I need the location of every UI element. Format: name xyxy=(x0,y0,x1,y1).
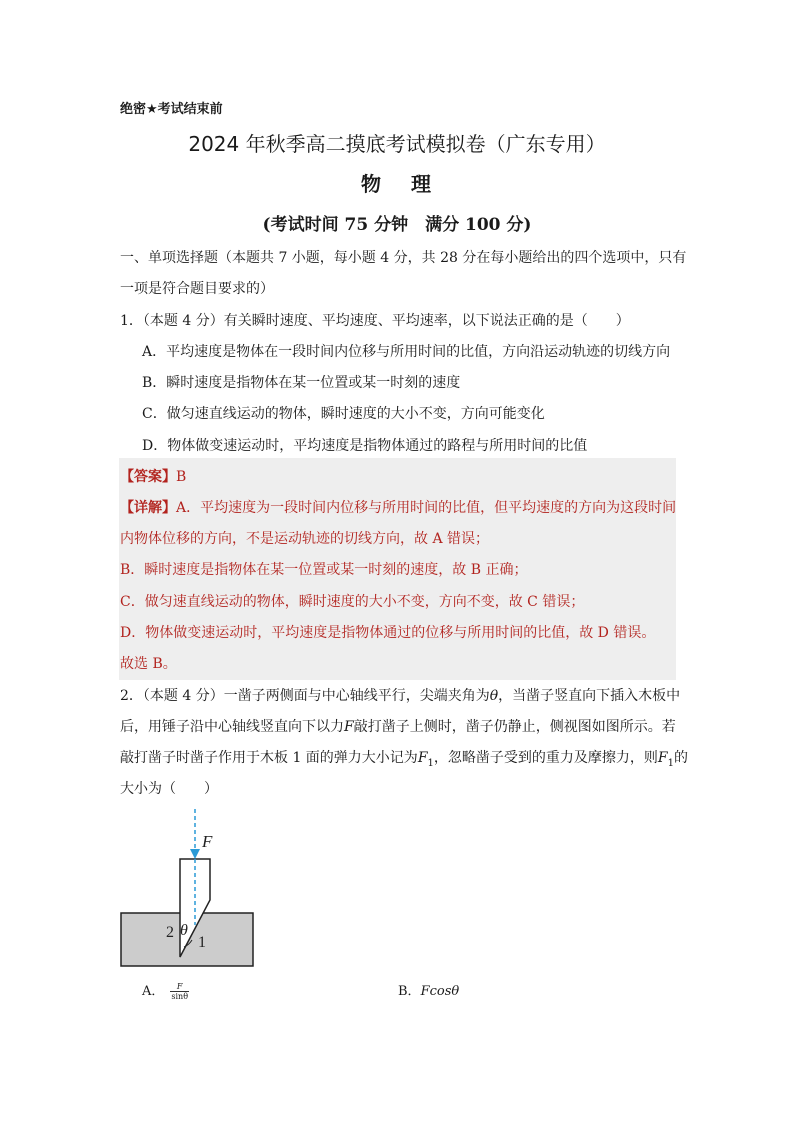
q2-line4: 大小为（ ） xyxy=(120,781,218,797)
q2-theta: θ xyxy=(489,688,499,704)
q1-detail-line1 xyxy=(120,498,676,518)
q2-line1-text-a: 2．（本题 4 分）一凿子两侧面与中心轴线平行，尖端夹角为 xyxy=(120,688,490,704)
subject-char-1: 物 xyxy=(361,172,383,196)
section-heading-line1: 一、单项选择题（本题共 7 小题，每小题 4 分，共 28 分在每小题给出的四个选项中，只有 xyxy=(120,250,687,266)
q1-detail-line5: D．物体做变速运动时，平均速度是指物体通过的位移与所用时间的比值，故 D 错误。 xyxy=(120,625,656,641)
q2-option-a-label: A． xyxy=(142,984,165,999)
q2-line2-text-b: 敲打凿子上侧时，凿子仍静止，侧视图如图所示。若 xyxy=(353,719,676,735)
force-arrow-head xyxy=(190,849,200,859)
exam-title: 2024 年秋季高二摸底考试模拟卷（广东专用） xyxy=(188,132,606,156)
q2-line3-text-c: 的 xyxy=(674,750,688,766)
chisel-figure xyxy=(118,805,258,970)
answer-value: B xyxy=(176,469,187,485)
q2-option-b-expr: Fcosθ xyxy=(420,984,460,999)
section-heading-line2: 一项是符合题目要求的） xyxy=(120,281,274,297)
q1-stem: 1．（本题 4 分）有关瞬时速度、平均速度、平均速率，以下说法正确的是（ ） xyxy=(120,313,630,329)
q2-option-b-label: B． xyxy=(398,984,421,999)
fraction-denominator: sinθ xyxy=(171,992,189,1001)
q2-line2 xyxy=(120,717,676,737)
subject-title xyxy=(0,168,794,197)
q2-line1 xyxy=(120,686,681,706)
q2-line1-text-b: ，当凿子竖直向下插入木板中 xyxy=(498,688,681,704)
q1-option-b: B．瞬时速度是指物体在某一位置或某一时刻的速度 xyxy=(142,375,461,391)
force-label: F xyxy=(202,832,213,851)
fraction-numerator: F xyxy=(170,982,189,992)
answer-label: 【答案】 xyxy=(120,469,176,485)
q2-f1-symbol-2: F xyxy=(657,750,668,766)
q2-option-b xyxy=(398,980,459,999)
face-1-label: 1 xyxy=(198,934,206,951)
exam-info: (考试时间 75 分钟 满分 100 分) xyxy=(262,215,532,235)
subject-char-2: 理 xyxy=(411,172,433,196)
angle-label: θ xyxy=(180,922,188,939)
q2-option-a xyxy=(142,980,189,1001)
detail-text-1: A．平均速度为一段时间内位移与所用时间的比值，但平均速度的方向为这段时间 xyxy=(176,500,677,516)
q2-f1-subscript-2: 1 xyxy=(667,757,674,769)
q1-option-c: C．做匀速直线运动的物体，瞬时速度的大小不变，方向可能变化 xyxy=(142,406,545,422)
face-2-label: 2 xyxy=(166,924,174,941)
q2-option-a-fraction xyxy=(170,982,189,1001)
q2-line3-text-a: 敲打凿子时凿子作用于木板 1 面的弹力大小记为 xyxy=(120,750,418,766)
q1-detail-line3: B．瞬时速度是指物体在某一位置或某一时刻的速度，故 B 正确； xyxy=(120,562,528,578)
q2-line3 xyxy=(120,748,688,774)
q1-answer xyxy=(120,467,676,487)
q2-f1-symbol: F xyxy=(417,750,428,766)
q2-line2-text-a: 后，用锤子沿中心轴线竖直向下以力 xyxy=(120,719,344,735)
q1-detail-line2: 内物体位移的方向，不是运动轨迹的切线方向，故 A 错误； xyxy=(120,531,490,547)
secret-mark: 绝密★考试结束前 xyxy=(120,102,223,117)
q1-detail-line4: C．做匀速直线运动的物体，瞬时速度的大小不变，方向不变，故 C 错误； xyxy=(120,594,585,610)
q2-line3-text-b: ，忽略凿子受到的重力及摩擦力，则 xyxy=(433,750,658,766)
q2-force-symbol: F xyxy=(344,719,354,735)
q1-option-d: D．物体做变速运动时，平均速度是指物体通过的路程与所用时间的比值 xyxy=(142,438,588,454)
q1-option-a: A．平均速度是物体在一段时间内位移与所用时间的比值，方向沿运动轨迹的切线方向 xyxy=(142,344,671,360)
q2-f1-subscript: 1 xyxy=(427,757,434,769)
detail-label: 【详解】 xyxy=(120,500,176,516)
q1-detail-line6: 故选 B。 xyxy=(120,656,177,672)
